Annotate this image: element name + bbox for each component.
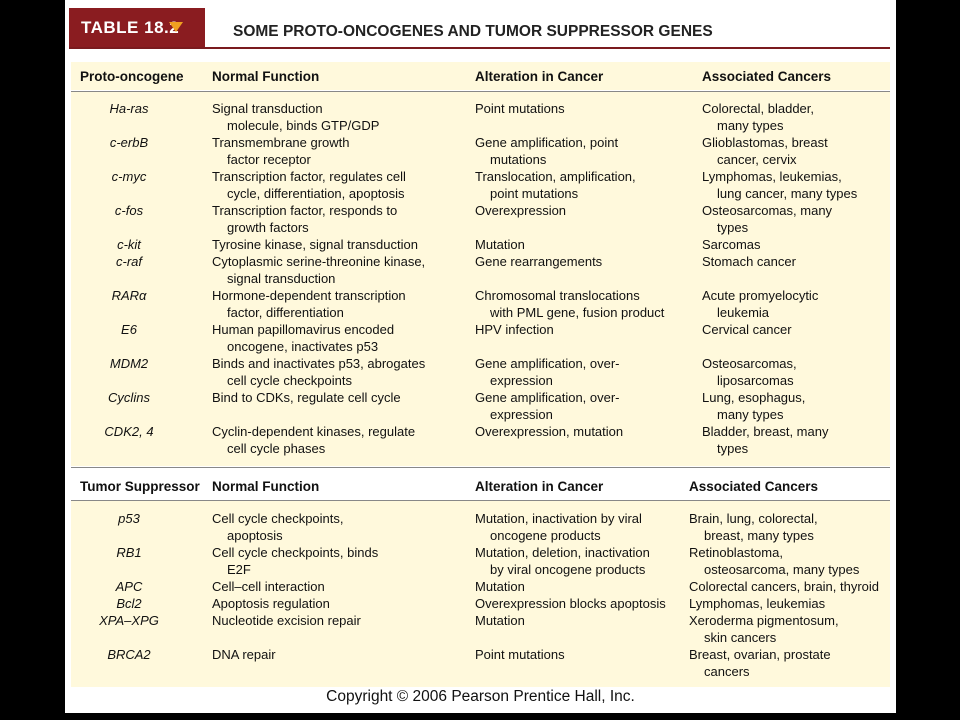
slide (65, 0, 896, 713)
onc-gene: CDK2, 4 (104, 424, 154, 439)
onc-alteration (475, 134, 618, 168)
ts-header-cancers: Associated Cancers (689, 479, 819, 494)
onc-cancers (702, 423, 828, 457)
onc-alteration-line: point mutations (490, 186, 579, 201)
onc-function-line: Hormone-dependent transcription (212, 288, 406, 303)
onc-gene: c-myc (111, 169, 147, 184)
onc-function (212, 355, 425, 389)
ts-alteration (475, 544, 650, 578)
onc-function-line: molecule, binds GTP/GDP (227, 118, 380, 133)
onc-alteration-line: Gene amplification, point (475, 135, 619, 150)
ts-function-line: DNA repair (212, 647, 276, 662)
onc-function (212, 236, 418, 253)
onc-cancers-line: lung cancer, many types (717, 186, 858, 201)
onc-cancers-line: Cervical cancer (702, 322, 792, 337)
ts-function (212, 612, 361, 629)
onc-cancers (702, 389, 805, 423)
ts-alteration-line: Overexpression blocks apoptosis (475, 596, 666, 611)
onc-alteration-line: with PML gene, fusion product (490, 305, 665, 320)
ts-function-line: Apoptosis regulation (212, 596, 330, 611)
title-divider (69, 47, 890, 49)
onc-function-line: Tyrosine kinase, signal transduction (212, 237, 418, 252)
onc-alteration (475, 100, 565, 117)
ts-function (212, 510, 344, 544)
ts-cancers-line: osteosarcoma, many types (704, 562, 860, 577)
ts-function-line: Cell–cell interaction (212, 579, 325, 594)
ts-cancers (689, 578, 879, 595)
onc-alteration-line: Gene amplification, over- (475, 356, 620, 371)
onc-header-function: Normal Function (212, 69, 320, 84)
ts-cancers-line: breast, many types (704, 528, 814, 543)
onc-function (212, 321, 394, 355)
ts-cancers (689, 646, 831, 680)
onc-gene: E6 (121, 322, 137, 337)
onc-cancers-line: Bladder, breast, many (702, 424, 829, 439)
onc-cancers-line: leukemia (717, 305, 770, 320)
onc-cancers (702, 134, 828, 168)
onc-alteration-line: Point mutations (475, 101, 565, 116)
onc-alteration-line: Gene amplification, over- (475, 390, 620, 405)
ts-alteration (475, 595, 666, 612)
ts-gene: BRCA2 (107, 647, 151, 662)
onc-cancers-line: Glioblastomas, breast (702, 135, 828, 150)
ts-alteration (475, 612, 525, 629)
table-title: SOME PROTO-ONCOGENES AND TUMOR SUPPRESSOR GENES (233, 23, 713, 40)
onc-cancers (702, 287, 818, 321)
onc-function (212, 134, 350, 168)
onc-cancers (702, 236, 761, 253)
onc-gene: c-fos (114, 203, 144, 218)
onc-function (212, 202, 397, 236)
ts-function-line: Nucleotide excision repair (212, 613, 361, 628)
onc-gene: RARα (111, 288, 147, 303)
onc-cancers-line: types (717, 441, 749, 456)
ts-cancers-line: Lymphomas, leukemias (689, 596, 826, 611)
onc-alteration (475, 168, 636, 202)
onc-function (212, 168, 406, 202)
onc-cancers-line: liposarcomas (717, 373, 794, 388)
onc-function-line: Binds and inactivates p53, abrogates (212, 356, 426, 371)
ts-cancers-line: skin cancers (704, 630, 777, 645)
onc-function-line: growth factors (227, 220, 309, 235)
ts-cancers-line: cancers (704, 664, 750, 679)
onc-alteration (475, 287, 664, 321)
ts-gene: XPA–XPG (99, 613, 159, 628)
ts-alteration (475, 578, 525, 595)
onc-cancers (702, 100, 814, 134)
ts-gene: RB1 (116, 545, 142, 560)
onc-alteration-line: mutations (490, 152, 547, 167)
onc-alteration (475, 202, 566, 219)
onc-alteration (475, 236, 525, 253)
ts-cancers-line: Retinoblastoma, (689, 545, 783, 560)
onc-cancers (702, 253, 796, 270)
ts-cancers-line: Colorectal cancers, brain, thyroid (689, 579, 880, 594)
onc-alteration-line: Mutation (475, 237, 525, 252)
onc-function-line: Bind to CDKs, regulate cell cycle (212, 390, 401, 405)
table-label-badge (69, 8, 205, 48)
onc-function-line: Transcription factor, responds to (212, 203, 398, 218)
ts-cancers-line: Breast, ovarian, prostate (689, 647, 831, 662)
onc-alteration-line: Chromosomal translocations (475, 288, 640, 303)
onc-alteration-line: Overexpression, mutation (475, 424, 624, 439)
onc-alteration-line: expression (490, 407, 553, 422)
onc-cancers-line: types (717, 220, 749, 235)
ts-cancers-line: Xeroderma pigmentosum, (689, 613, 839, 628)
onc-cancers (702, 202, 832, 236)
onc-cancers-line: Lymphomas, leukemias, (702, 169, 842, 184)
onc-alteration (475, 355, 620, 389)
onc-alteration-line: expression (490, 373, 553, 388)
ts-cancers-line: Brain, lung, colorectal, (689, 511, 818, 526)
onc-function-line: signal transduction (227, 271, 336, 286)
ts-alteration-line: Mutation, inactivation by viral (475, 511, 642, 526)
ts-cancers (689, 544, 859, 578)
copyright-notice: Copyright © 2006 Pearson Prentice Hall, Inc. (326, 688, 635, 705)
ts-gene: p53 (118, 511, 140, 526)
onc-header-alteration: Alteration in Cancer (475, 69, 604, 84)
onc-cancers-line: Colorectal, bladder, (702, 101, 815, 116)
onc-alteration-line: Overexpression (475, 203, 567, 218)
onc-function-line: Signal transduction (212, 101, 323, 116)
onc-function-line: Cyclin-dependent kinases, regulate (212, 424, 416, 439)
onc-function-line: factor, differentiation (227, 305, 344, 320)
onc-header-gene: Proto-oncogene (80, 69, 184, 84)
ts-function (212, 578, 325, 595)
ts-function-line: Cell cycle checkpoints, binds (212, 545, 379, 560)
onc-function-line: Transmembrane growth (212, 135, 350, 150)
ts-gene: Bcl2 (116, 596, 142, 611)
onc-cancers-line: cancer, cervix (717, 152, 797, 167)
ts-header-function: Normal Function (212, 479, 320, 494)
onc-cancers-line: Sarcomas (702, 237, 761, 252)
ts-cancers (689, 612, 839, 646)
ts-cancers (689, 595, 825, 612)
ts-alteration-line: Mutation (475, 579, 525, 594)
ts-alteration-line: Mutation, deletion, inactivation (475, 545, 650, 560)
onc-alteration-line: HPV infection (475, 322, 554, 337)
onc-function-line: cell cycle phases (227, 441, 326, 456)
onc-function-line: factor receptor (227, 152, 311, 167)
onc-gene: Cyclins (108, 390, 150, 405)
ts-alteration-line: Point mutations (475, 647, 565, 662)
ts-alteration (475, 646, 565, 663)
ts-gene: APC (115, 579, 143, 594)
onc-cancers-line: Acute promyelocytic (702, 288, 819, 303)
onc-gene: MDM2 (109, 356, 149, 371)
onc-function (212, 287, 406, 321)
onc-alteration (475, 253, 602, 270)
onc-function-line: Cytoplasmic serine-threonine kinase, (212, 254, 426, 269)
ts-function-line: apoptosis (227, 528, 283, 543)
ts-alteration-line: oncogene products (490, 528, 601, 543)
badge-notch-icon (169, 22, 183, 32)
onc-alteration (475, 423, 623, 440)
ts-alteration-line: by viral oncogene products (490, 562, 646, 577)
onc-cancers-line: Lung, esophagus, (702, 390, 806, 405)
onc-function (212, 389, 401, 406)
onc-cancers (702, 321, 792, 338)
onc-gene: c-erbB (109, 135, 149, 150)
ts-header-alteration: Alteration in Cancer (475, 479, 604, 494)
onc-function (212, 100, 379, 134)
onc-gene: c-kit (117, 237, 141, 252)
ts-header-gene: Tumor Suppressor (80, 479, 200, 494)
onc-cancers-line: many types (717, 407, 784, 422)
ts-function-line: Cell cycle checkpoints, (212, 511, 344, 526)
onc-cancers-line: many types (717, 118, 784, 133)
ts-alteration-line: Mutation (475, 613, 525, 628)
onc-function-line: oncogene, inactivates p53 (227, 339, 379, 354)
onc-function-line: cell cycle checkpoints (227, 373, 352, 388)
ts-alteration (475, 510, 642, 544)
onc-function (212, 253, 425, 287)
ts-function (212, 595, 330, 612)
onc-function (212, 423, 415, 457)
onc-function-line: Transcription factor, regulates cell (212, 169, 406, 184)
ts-function (212, 544, 378, 578)
onc-cancers-line: Stomach cancer (702, 254, 796, 269)
onc-function-line: Human papillomavirus encoded (212, 322, 395, 337)
onc-alteration-line: Translocation, amplification, (475, 169, 636, 184)
table-label: TABLE 18.2 (81, 18, 180, 37)
onc-alteration (475, 389, 620, 423)
onc-cancers-line: Osteosarcomas, many (702, 203, 833, 218)
ts-cancers (689, 510, 818, 544)
onc-cancers (702, 355, 797, 389)
onc-section-divider (71, 467, 890, 468)
onc-header-cancers: Associated Cancers (702, 69, 832, 84)
onc-gene: Ha-ras (109, 101, 149, 116)
onc-alteration-line: Gene rearrangements (475, 254, 603, 269)
onc-cancers-line: Osteosarcomas, (702, 356, 797, 371)
ts-function-line: E2F (227, 562, 251, 577)
onc-function-line: cycle, differentiation, apoptosis (227, 186, 405, 201)
ts-function (212, 646, 276, 663)
onc-alteration (475, 321, 554, 338)
onc-gene: c-raf (116, 254, 142, 269)
onc-cancers (702, 168, 857, 202)
